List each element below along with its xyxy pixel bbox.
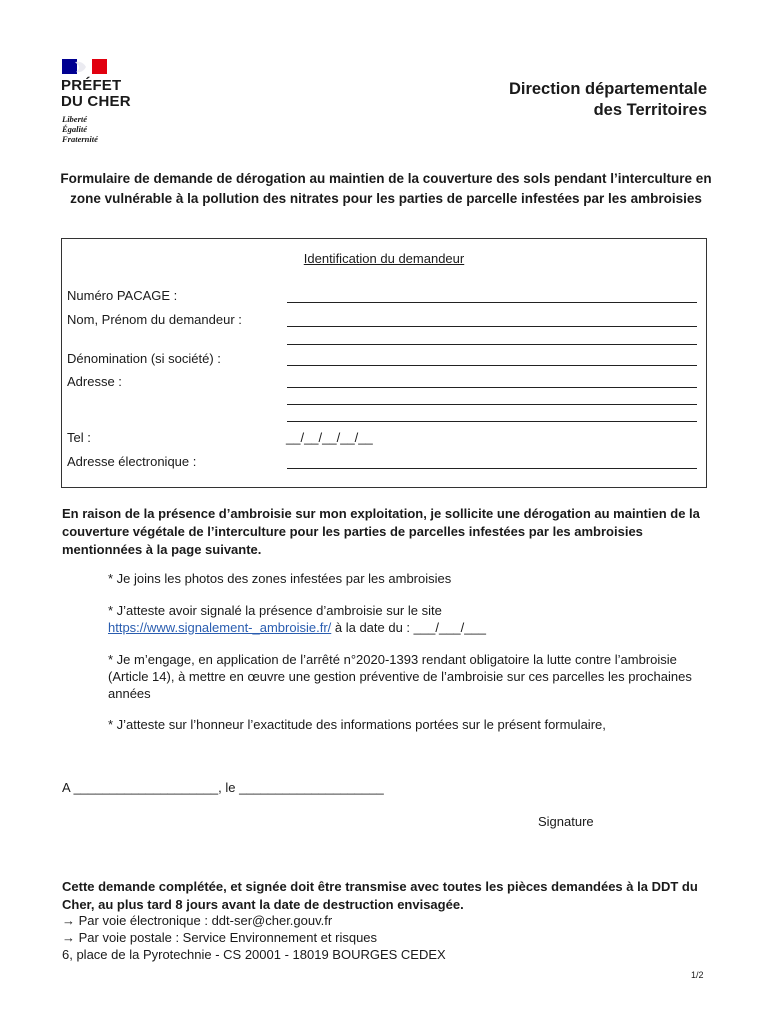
- pacage-field[interactable]: [287, 302, 697, 303]
- name-field-line-2[interactable]: [287, 344, 697, 345]
- postal-contact: → Par voie postale : Service Environnement et risques: [62, 930, 378, 945]
- motto-egalite: Égalité: [62, 124, 88, 134]
- name-label: Nom, Prénom du demandeur :: [67, 312, 242, 327]
- item-engagement: * Je m’engage, en application de l’arrêté n°2020-1393 rendant obligatoire la lutte contre l’ambroisie (Article 14), à mettre en œuvre une gestion préventive de l’ambroisie sur ces parcelles les prochaines années: [108, 652, 692, 701]
- pacage-label: Numéro PACAGE :: [67, 288, 178, 303]
- item-signalement: [108, 602, 698, 636]
- submission-instructions: Cette demande complétée, et signée doit être transmise avec toutes les pièces demandées à la DDT du Cher, au plus tard 8 jours avant la date de destruction envisagée.: [62, 879, 698, 912]
- postal-address: 6, place de la Pyrotechnie - CS 20001 - 18019 BOURGES CEDEX: [62, 947, 446, 962]
- signalement-date: à la date du : ___/___/___: [331, 620, 486, 635]
- item-honneur: * J’atteste sur l’honneur l’exactitude des informations portées sur le présent formulaire,: [108, 717, 606, 732]
- address-field-line-2[interactable]: [287, 404, 697, 405]
- address-field-line-3[interactable]: [287, 421, 697, 422]
- electronic-contact: → Par voie électronique : ddt-ser@cher.gouv.fr: [62, 913, 333, 928]
- motto-fraternite: Fraternité: [62, 134, 98, 144]
- signalement-text: * J’atteste avoir signalé la présence d’ambroisie sur le site: [108, 603, 442, 618]
- name-field[interactable]: [287, 326, 697, 327]
- place-date-line[interactable]: A ____________________, le ____________________: [62, 780, 384, 795]
- page-number: 1/2: [691, 970, 704, 980]
- denomination-field[interactable]: [287, 365, 697, 366]
- item-photos: * Je joins les photos des zones infestées par les ambroisies: [108, 571, 452, 586]
- direction-line-1: Direction départementale: [508, 80, 707, 98]
- signature-label: Signature: [538, 814, 594, 829]
- logo-text-prefet: PRÉFET: [61, 77, 122, 94]
- address-field-line-1[interactable]: [287, 387, 697, 388]
- identification-heading: Identification du demandeur: [303, 251, 465, 266]
- tel-field[interactable]: __/__/__/__/__: [286, 430, 373, 445]
- request-statement: En raison de la présence d’ambroisie sur mon exploitation, je sollicite une dérogation au maintien de la couverture végétale de l’interculture pour les parties de parcelles infestées par les ambroisies mentionnées à la page suivante.: [62, 506, 700, 557]
- direction-heading: [509, 79, 707, 121]
- tel-label: Tel :: [67, 430, 91, 445]
- marianne-logo-icon: [62, 59, 107, 74]
- form-title: Formulaire de demande de dérogation au maintien de la couverture des sols pendant l’interculture en zone vulnérable à la pollution des nitrates pour les parties de parcelle infestées par les ambroisies: [60, 171, 712, 206]
- email-field[interactable]: [287, 468, 697, 469]
- identification-section: [61, 238, 707, 488]
- direction-line-2: des Territoires: [593, 101, 707, 119]
- motto-liberte: Liberté: [62, 114, 88, 124]
- logo-text-cher: DU CHER: [61, 93, 131, 110]
- signalement-link-line: [108, 619, 698, 636]
- address-label: Adresse :: [67, 374, 122, 389]
- denomination-label: Dénomination (si société) :: [67, 351, 221, 366]
- signalement-link[interactable]: https://www.signalement-_ambroisie.fr/: [108, 620, 332, 635]
- republic-motto: [62, 114, 98, 144]
- email-label: Adresse électronique :: [67, 454, 197, 469]
